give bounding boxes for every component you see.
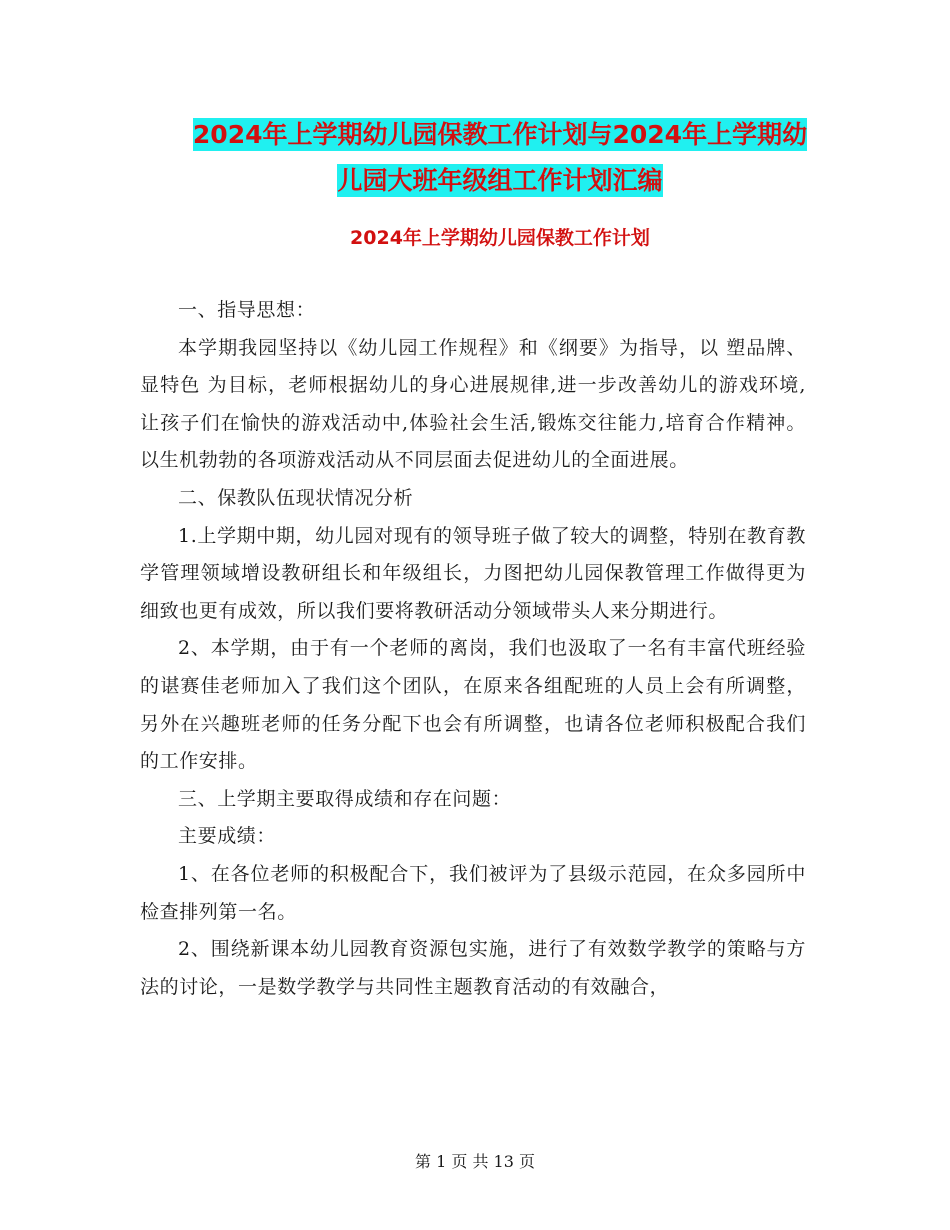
- paragraph: 1、在各位老师的积极配合下，我们被评为了县级示范园，在众多园所中检查排列第一名。: [140, 862, 806, 923]
- paragraph: 1.上学期中期，幼儿园对现有的领导班子做了较大的调整，特别在教育教学管理领域增设教研组长和年级组长，力图把幼儿园保教管理工作做得更为细致也更有成效，所以我们要将教研活动分领域带头人来分期进行。: [140, 524, 806, 622]
- page-number-footer: 第 1 页 共 13 页: [415, 1152, 535, 1171]
- title-line-1: 2024年上学期幼儿园保教工作计划与2024年上学期幼: [192, 120, 808, 149]
- section-title: 2024年上学期幼儿园保教工作计划: [350, 227, 650, 249]
- paragraph-heading-staff: 二、保教队伍现状情况分析: [178, 486, 414, 509]
- paragraph: 2、围绕新课本幼儿园教育资源包实施，进行了有效数学教学的策略与方法的讨论，一是数学教学与共同性主题教育活动的有效融合，: [140, 938, 806, 998]
- document-title: [140, 112, 860, 204]
- paragraph: 本学期我园坚持以《幼儿园工作规程》和《纲要》为指导，以 塑品牌、显特色 为目标，老师根据幼儿的身心进展规律,进一步改善幼儿的游戏环境,让孩子们在愉快的游戏活动中,体验社会生活,锻炼交往能力,培育合作精神。以生机勃勃的各项游戏活动从不同层面去促进幼儿的全面进展。: [140, 336, 806, 472]
- paragraph-heading-guiding: 一、指导思想：: [178, 299, 316, 321]
- paragraph-heading-achievements: 主要成绩：: [178, 825, 277, 848]
- paragraph-heading-results: 三、上学期主要取得成绩和存在问题：: [178, 787, 512, 810]
- paragraph: 2、本学期，由于有一个老师的离岗，我们也汲取了一名有丰富代班经验的谌赛佳老师加入了我们这个团队，在原来各组配班的人员上会有所调整，另外在兴趣班老师的任务分配下也会有所调整，也请各位老师积极配合我们的工作安排。: [140, 637, 806, 773]
- document-body: [140, 292, 806, 1006]
- title-line-2: 儿园大班年级组工作计划汇编: [337, 166, 663, 195]
